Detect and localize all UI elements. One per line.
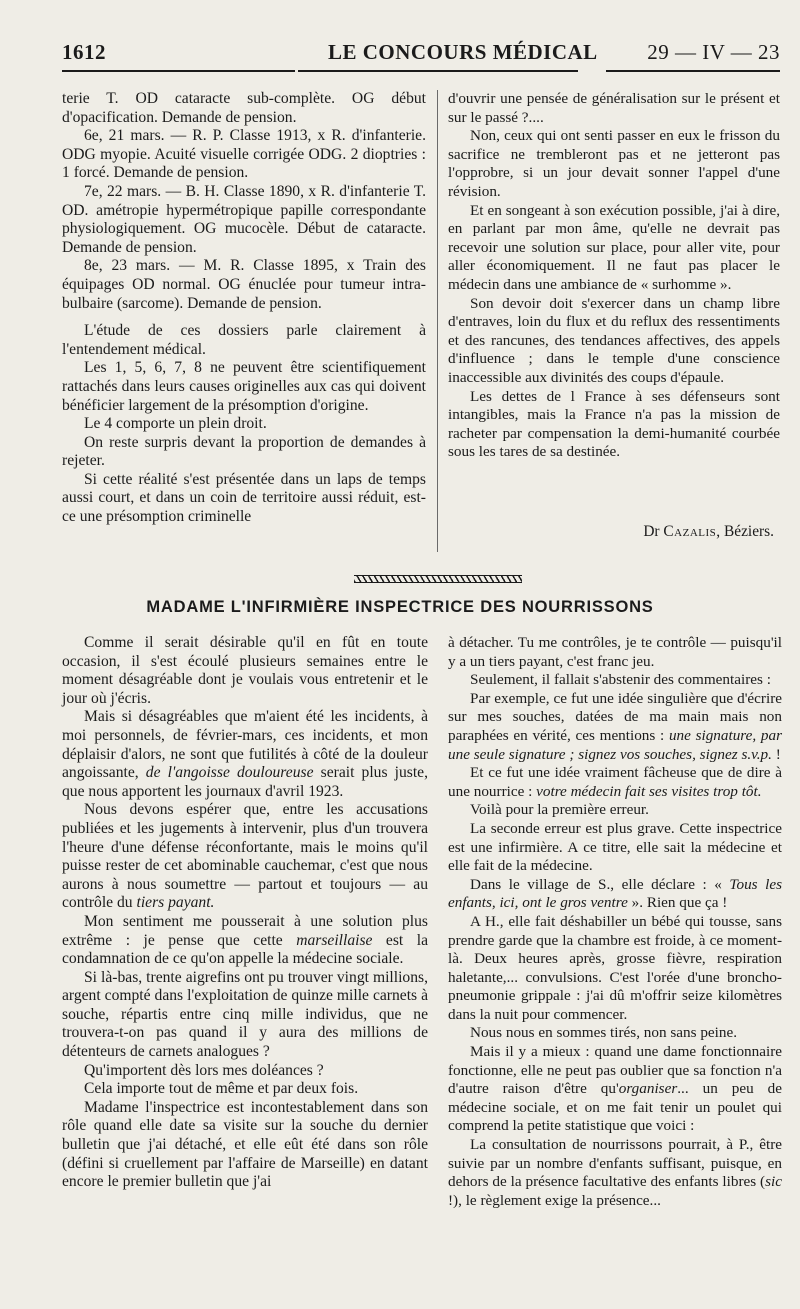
previous-article-left-column — [62, 90, 426, 527]
body-paragraph: Si là-bas, trente aigrefins ont pu trouver vingt millions, argent compté dans l'exploitation de quinze mille carnets à souche, répartis entre cinq mille individus, que ne trouvera-t-on pas quand il y aura des millions de détenteurs de carnets analogues ? — [62, 968, 428, 1061]
column-divider — [437, 90, 438, 552]
page-number: 1612 — [62, 40, 106, 64]
text-run: Et ce fut une idée vraiment fâcheuse que de dire à une nourrice : — [448, 764, 782, 800]
text-run: Nous devons espérer que, entre les accusations publiées et les jugements à intervenir, plus d'un trouvera l'heure d'une défense réconfortante, mais le moins qu'il puisse rester de cet abominable cauchemar, c'est que nous aurons à nous soumettre — partout et toujours — au contrôle du — [62, 801, 428, 912]
text-run: Mon sentiment me pousserait à une solution plus extrême : je pense que cette — [62, 912, 428, 949]
text-run: Mais si désagréables que m'aient été les incidents, à moi personnels, de février-mars, ces incidents, et mon déplaisir d'alors, ne sont que futilités à côté de la douleur angoissante, — [62, 708, 428, 782]
section-ornament — [354, 575, 522, 583]
body-paragraph — [448, 1043, 782, 1136]
issue-date: 29 — IV — 23 — [647, 40, 780, 64]
running-header — [62, 36, 780, 66]
case-paragraph: 8e, 23 mars. — M. R. Classe 1895, x Train des équipages OD normal. OG énuclée pour tumeur intra-bulbaire (sarcome). Demande de pension. — [62, 257, 426, 312]
body-paragraph: Madame l'inspectrice est incontestablement dans son rôle quand elle date sa visite sur la souche du dernier bulletin que j'ai détaché, et elle eût été dans son rôle (défini si cruellement par l'affaire de Marseille) en datant encore le premier bulletin que j'ai — [62, 1098, 428, 1191]
signature-title: Dr — [643, 523, 660, 540]
body-paragraph: Comme il serait désirable qu'il en fût en toute occasion, il s'est écoulé plusieurs semaines entre le moment désagréable dont je voulais vous entretenir et le jour où j'écris. — [62, 634, 428, 707]
body-paragraph: L'étude de ces dossiers parle clairement à l'entendement médical. — [62, 322, 426, 358]
body-paragraph — [62, 913, 428, 969]
author-signature — [643, 523, 774, 541]
header-rule-middle — [298, 70, 578, 72]
article-left-column — [62, 634, 428, 1192]
signature-place: , Béziers. — [716, 523, 774, 540]
body-paragraph — [62, 801, 428, 913]
body-paragraph: On reste surpris devant la proportion de demandes à rejeter. — [62, 433, 426, 470]
body-paragraph — [448, 1136, 782, 1210]
signature-name: Cazalis — [663, 523, 717, 540]
article-title: MADAME L'INFIRMIÈRE INSPECTRICE DES NOURRISSONS — [146, 598, 654, 616]
body-paragraph: d'ouvrir une pensée de généralisation sur le présent et sur le passé ?.... — [448, 90, 780, 126]
body-paragraph: Et en songeant à son exécution possible, j'ai à dire, en parlant par mon âme, qu'elle ne devrait pas recevoir une solution sur place, pour aller vite, pour aller économiquement. Il ne faut pas placer le médecin dans une ambiance de « surhomme ». — [448, 201, 780, 293]
italic-run: Tous les enfants, ici, ont le gros ventre — [448, 875, 782, 912]
italic-run: une signature, par une seule signature ; signez vos souches, signez s.v.p. — [448, 726, 782, 763]
body-paragraph: Cela importe tout de même et par deux fois. — [84, 1080, 359, 1098]
italic-run: de l'angoisse douloureuse — [145, 764, 314, 782]
text-run: La consultation de nourrissons pourrait, à P., être suivie par un nombre d'enfants suffisant, puisque, en dehors de la présence facultative des enfants libres ( — [448, 1136, 782, 1191]
case-paragraph: 6e, 21 mars. — R. P. Classe 1913, x R. d'infanterie. ODG myopie. Acuité visuelle corrigée ODG. 2 dioptries : 1 forcé. Demande de pension. — [62, 127, 426, 182]
journal-title: LE CONCOURS MÉDICAL — [328, 40, 598, 64]
body-paragraph: Nous nous en sommes tirés, non sans peine. — [470, 1024, 738, 1042]
header-rule-right — [606, 70, 780, 72]
body-paragraph — [62, 708, 428, 801]
text-run: !), le règlement exige la présence... — [448, 1191, 661, 1209]
body-paragraph: A H., elle fait déshabiller un bébé qui tousse, sans prendre garde que la chambre est froide, à ce moment-là. Deux heures après, grosse fièvre, respiration haletante,... convulsions. C'est l'orée d'une broncho-pneumonie grippale : j'ai dû m'offrir seize kilomètres dans la nuit pour commencer. — [448, 912, 782, 1023]
italic-run: votre médecin fait ses visites trop tôt. — [536, 782, 762, 800]
header-rule-left — [62, 70, 295, 72]
body-paragraph: à détacher. Tu me contrôles, je te contrôle — puisqu'il y a un tiers payant, c'est franc jeu. — [448, 634, 782, 670]
body-paragraph: Non, ceux qui ont senti passer en eux le frisson du sacrifice ne trembleront pas et ne jetteront pas l'opprobre, si un jour devait sonner l'appel d'une révision. — [448, 127, 780, 200]
italic-run: marseillaise — [296, 931, 373, 949]
text-run: serait plus juste, que nous apportent les journaux d'avril 1923. — [62, 764, 428, 800]
text-run: Par exemple, ce fut une idée singulière que d'écrire sur mes souches, datées de ma main mais non paraphées en vérité, ces mentions : — [448, 689, 782, 744]
text-run: est la condamnation de ce qu'on appelle la médecine sociale. — [62, 931, 428, 968]
body-paragraph: Les dettes de l France à ses défenseurs sont intangibles, mais la France n'a pas la mission de racheter par compensation la demi-humanité courbée sous les tares de sa destinée. — [448, 387, 780, 461]
previous-article-right-column — [448, 90, 780, 462]
article-right-column — [448, 634, 782, 1210]
text-run: Dans le village de S., elle déclare : « — [470, 875, 730, 893]
body-paragraph: La seconde erreur est plus grave. Cette inspectrice est une infirmière. A ce titre, elle sait la médecine et elle fait de la médecine. — [448, 819, 782, 875]
body-paragraph: Les 1, 5, 6, 7, 8 ne peuvent être scientifiquement rattachés dans leurs causes originelles aux cas qui doivent bénéficier largement de la présomption d'origine. — [62, 359, 426, 414]
body-paragraph — [448, 764, 782, 801]
text-run: ! — [771, 745, 781, 763]
text-run: ». Rien que ça ! — [627, 894, 728, 912]
body-paragraph: Son devoir doit s'exercer dans un champ libre d'entraves, loin du flux et du reflux des ressentiments et des rancunes, des tendances affectives, des appels d'influence ; dans le temple d'une conscience inaccessible aux divinités des coups d'épaule. — [448, 294, 780, 386]
body-paragraph: Voilà pour la première erreur. — [470, 801, 649, 819]
body-paragraph: Qu'importent dès lors mes doléances ? — [84, 1061, 324, 1079]
text-run: Mais il y a mieux : quand une dame fonctionnaire fonctionne, elle ne peut pas oublier que sa fonction n'a d'autre raison d'être qu' — [448, 1043, 782, 1098]
body-paragraph: Le 4 comporte un plein droit. — [84, 415, 267, 433]
case-paragraph: 7e, 22 mars. — B. H. Classe 1890, x R. d'infanterie T. OD. amétropie hypermétropique papille correspondante physiologiquement. OG mucocèle. Début de cataracte. Demande de pension. — [62, 182, 426, 256]
body-paragraph: Si cette réalité s'est présentée dans un laps de temps aussi court, et dans un coin de territoire aussi réduit, est-ce une présomption criminelle — [62, 470, 426, 526]
italic-run: sic — [765, 1173, 782, 1191]
italic-run: organiser — [618, 1080, 678, 1098]
italic-run: tiers payant. — [136, 894, 215, 912]
body-paragraph — [448, 876, 782, 913]
case-paragraph: terie T. OD cataracte sub-complète. OG début d'opacification. Demande de pension. — [62, 90, 426, 126]
body-paragraph — [448, 690, 782, 764]
text-run: ... un peu de médecine sociale, et on me fait tenir un poulet qui comprend la petite statistique que voici : — [448, 1080, 783, 1135]
body-paragraph: Seulement, il fallait s'abstenir des commentaires : — [470, 671, 771, 689]
